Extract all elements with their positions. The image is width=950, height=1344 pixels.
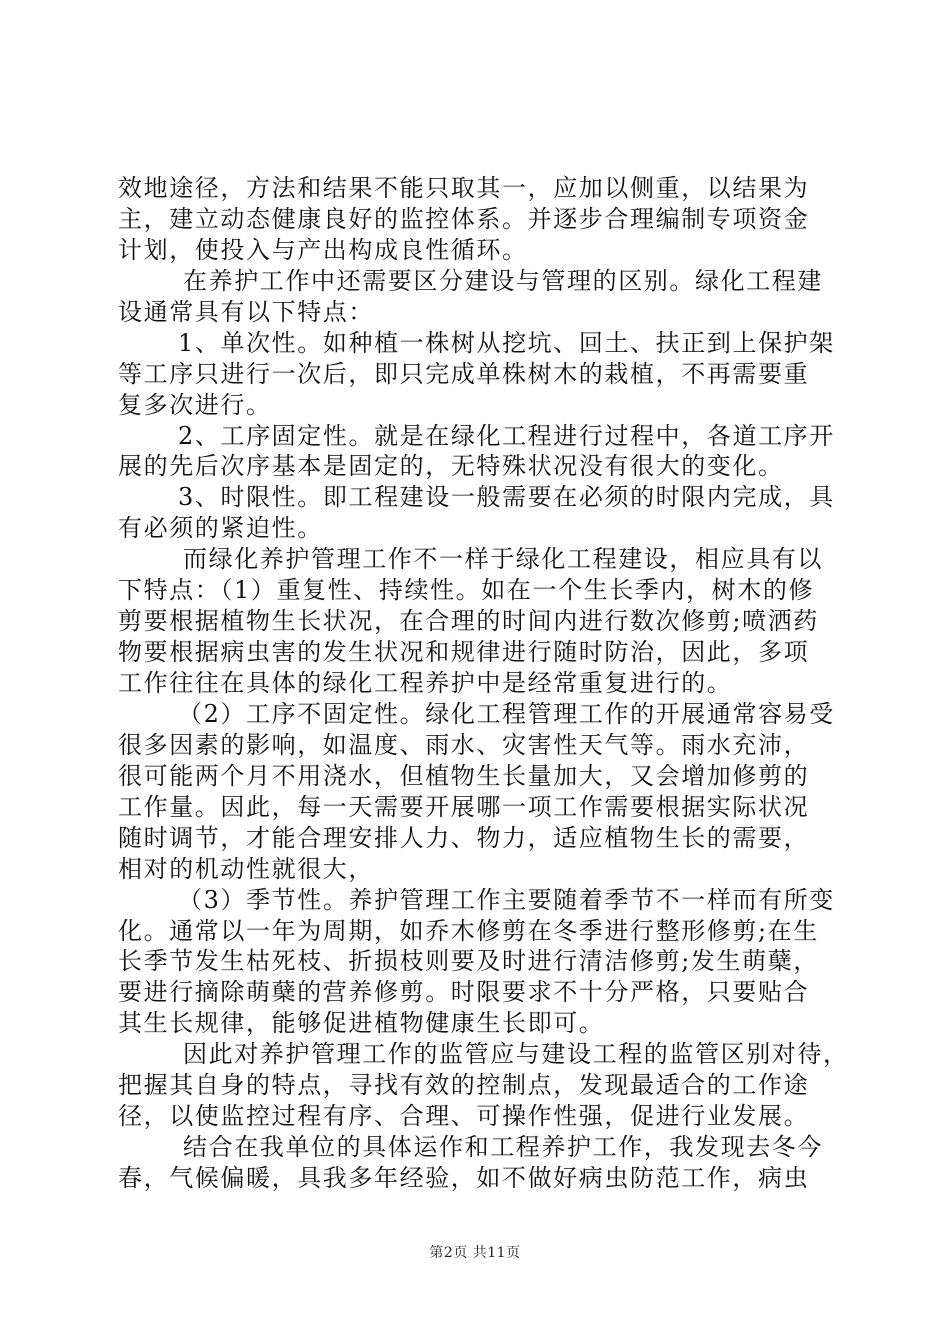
text-line: 下特点：（1）重复性、持续性。如在一个生长季内，树木的修 [118,576,815,604]
text-line: 等工序只进行一次后，即只完成单株树木的栽植，不再需要重 [118,360,810,388]
text-line: 计划，使投入与产出构成良性循环。 [118,236,528,264]
text-line: 很多因素的影响，如温度、雨水、灾害性天气等。雨水充沛， [118,731,810,759]
text-line: 1、单次性。如种植一株树从挖坑、回土、扶正到上保护架 [178,329,835,357]
text-line: 设通常具有以下特点： [118,298,374,326]
text-line: 物要根据病虫害的发生状况和规律进行随时防治，因此，多项 [118,638,810,666]
text-line: （2）工序不固定性。绿化工程管理工作的开展通常容易受 [178,700,835,728]
text-line: 工作量。因此，每一天需要开展哪一项工作需要根据实际状况 [118,793,810,821]
text-line: 很可能两个月不用浇水，但植物生长量加大，又会增加修剪的 [118,762,810,790]
text-line: 相对的机动性就很大， [118,855,374,883]
text-line: 其生长规律，能够促进植物健康生长即可。 [118,1009,605,1037]
text-line: 复多次进行。 [118,391,272,419]
page-number-footer: 第2页 共11页 [429,1245,521,1261]
text-line: 随时调节，才能合理安排人力、物力，适应植物生长的需要， [118,824,810,852]
text-line: 效地途径，方法和结果不能只取其一，应加以侧重，以结果为 [118,174,810,202]
text-line: 工作往往在具体的绿化工程养护中是经常重复进行的。 [118,669,733,697]
text-line: 把握其自身的特点，寻找有效的控制点，发现最适合的工作途 [118,1071,810,1099]
text-line: 2、工序固定性。就是在绿化工程进行过程中，各道工序开 [178,422,835,450]
text-line: （3）季节性。养护管理工作主要随着季节不一样而有所变 [178,886,835,914]
text-line: 3、时限性。即工程建设一般需要在必须的时限内完成，具 [178,483,835,511]
text-line: 化。通常以一年为周期，如乔木修剪在冬季进行整形修剪;在生 [118,917,819,945]
text-line: 有必须的紧迫性。 [118,514,323,542]
text-line: 在养护工作中还需要区分建设与管理的区别。绿化工程建 [183,267,823,295]
text-line: 要进行摘除萌蘖的营养修剪。时限要求不十分严格，只要贴合 [118,978,810,1006]
text-line: 展的先后次序基本是固定的，无特殊状况没有很大的变化。 [118,452,784,480]
text-line: 而绿化养护管理工作不一样于绿化工程建设，相应具有以 [183,545,823,573]
text-line: 主，建立动态健康良好的监控体系。并逐步合理编制专项资金 [118,205,810,233]
text-line: 结合在我单位的具体运作和工程养护工作，我发现去冬今 [183,1133,823,1161]
text-line: 因此对养护管理工作的监管应与建设工程的监管区别对待， [183,1040,849,1068]
text-line: 径，以使监控过程有序、合理、可操作性强，促进行业发展。 [118,1102,810,1130]
text-line: 剪要根据植物生长状况，在合理的时间内进行数次修剪;喷洒药 [118,607,819,635]
text-line: 长季节发生枯死枝、折损枝则要及时进行清洁修剪;发生萌蘖， [118,947,819,975]
text-line: 春，气候偏暖，具我多年经验，如不做好病虫防范工作，病虫 [118,1164,810,1192]
